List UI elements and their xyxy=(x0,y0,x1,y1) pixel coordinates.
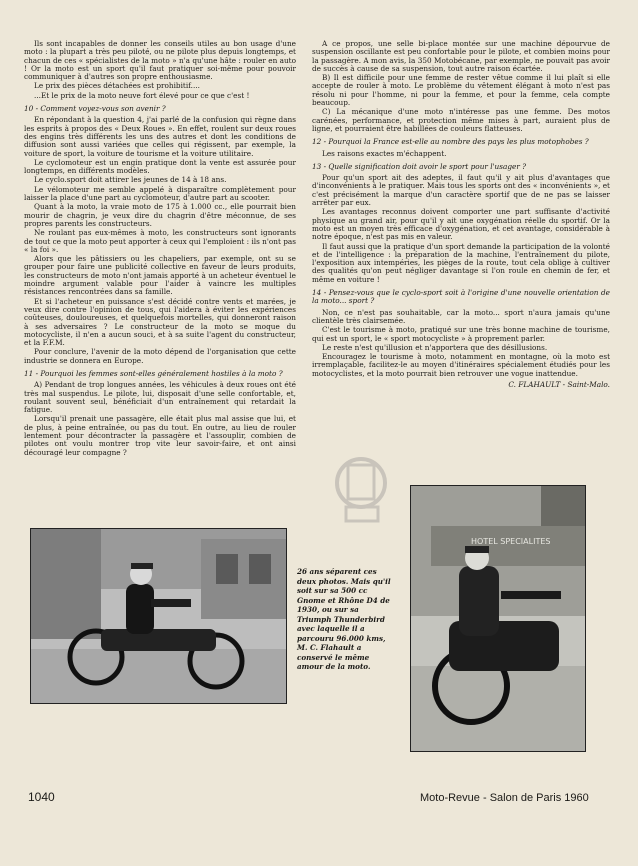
paragraph: Le cyclomoteur est un engin pratique dont la vente est assurée pour longtemps, en différents modèles. xyxy=(24,157,296,176)
question-heading: 14 - Pensez-vous que le cyclo-sport soit à l'origine d'une nouvelle orientation de la moto... sport ? xyxy=(312,288,610,306)
question-heading: 13 - Quelle signification doit avoir le sport pour l'usager ? xyxy=(312,161,527,171)
question-heading: 11 - Pourquoi les femmes sont-elles généralement hostiles à la moto ? xyxy=(24,368,283,378)
paragraph: A ce propos, une selle bi-place montée sur une machine dépourvue de suspension oscillante est peu confortable pour le pilote, et combien moins pour la passagère. A mon avis, la 350 Motobécane, par exemple, ne pouvait pas avoir de succès à cause de sa suspension, tout autre raison écartée. xyxy=(312,39,610,73)
right-text-column xyxy=(312,40,610,390)
paragraph: Ils sont incapables de donner les conseils utiles au bon usage d'une moto : la plupart a très peu piloté, ou ne pilote plus depuis longtemps, et chacun de ces « spécialistes de la moto » n'a qu'une hâte : rouler en auto ! Or la moto est un sport qu'il faut pratiquer soi-même pour pouvoir communiquer à d'autres son propre enthousiasme. xyxy=(24,39,296,82)
question-heading: 10 - Comment voyez-vous son avenir ? xyxy=(24,104,166,114)
author-signature: C. FLAHAULT - Saint-Malo. xyxy=(508,379,610,389)
paragraph: ...Et le prix de la moto neuve fort élevé pour ce que c'est ! xyxy=(34,90,250,100)
paragraph: Et si l'acheteur en puissance s'est décidé contre vents et marées, je veux dire contre l'opinion de tous, qui l'aidera à éviter les expériences coûteuses, douloureuses, et quelquefois mortelles, qui donneront raison à ses adversaires ? Le constructeur de la moto se moque du motocycliste, il n'en a aucun souci, et à sa suite l'agent du constructeur, et la F.F.M. xyxy=(24,296,296,348)
lgjp-watermark-logo xyxy=(330,455,392,525)
paragraph: C) La mécanique d'une moto n'intéresse pas une femme. Des motos carénées, performance, et protection même mises à part, auraient plus de ligne, et pourraient être habillées de couleurs flatteuses. xyxy=(312,107,610,133)
paragraph: C'est le tourisme à moto, pratiqué sur une très bonne machine de tourisme, qui est un sport, le « sport motocycliste » à proprement parler. xyxy=(312,325,610,343)
paragraph: Non, ce n'est pas souhaitable, car la moto... sport n'aura jamais qu'une clientèle très clairsemée. xyxy=(312,307,610,325)
left-text-column xyxy=(24,40,296,458)
paragraph: En répondant à la question 4, j'ai parlé de la confusion qui règne dans les esprits à propos des « Deux Roues ». En effet, roulent sur deux roues des engins très différents les uns des autres et dont les conditions de diffusion sont aussi variées que celles qui régissent, par exemple, la voiture de sport, la voiture de tourisme et la voiture utilitaire. xyxy=(24,115,296,158)
paragraph: A) Pendant de trop longues années, les véhicules à deux roues ont été très mal suspendus. Le pilote, lui, disposait d'une selle confortable, et, roulant souvent seul, bénéficiait d'un entraînement qui retardait la fatigue. xyxy=(24,380,296,415)
paragraph: Le reste n'est qu'illusion et n'apportera que des désillusions. xyxy=(322,342,548,352)
paragraph: Les avantages reconnus doivent comporter une part suffisante d'activité physique au grand air, pour qu'il y ait une oxygénation réelle du sportif. Or la moto est un moyen très efficace d'oxygénation, et cet avantage, considérable à notre époque, n'est pas mis en valeur. xyxy=(312,207,610,242)
paragraph: B) Il est difficile pour une femme de rester vêtue comme il lui plaît si elle accepte de rouler à moto. Le problème du vêtement élégant à moto n'est pas résolu ni pour l'homme, ni pour la femme, et pour la femme, cela compte beaucoup. xyxy=(312,73,610,108)
paragraph: Les raisons exactes m'échappent. xyxy=(322,148,447,158)
paragraph: Ne roulant pas eux-mêmes à moto, les constructeurs sont ignorants de tout ce que la moto peut apporter à ceux qui l'emploient : ils n'ont pas « la foi ». xyxy=(24,228,296,254)
paragraph: Quant à la moto, la vraie moto de 175 à 1.000 cc., elle pourrait bien mourir de chagrin, je veux dire du chagrin d'être méconnue, de ses propres parents les constructeurs. xyxy=(24,202,296,228)
paragraph: Alors que les pâtissiers ou les chapeliers, par exemple, ont su se grouper pour faire une publicité collective en faveur de leurs produits, les constructeurs de moto n'ont jamais apporté à un acheteur éventuel le moindre argument valable pour l'aider à vaincre les multiples résistances rencontrées dans sa famille. xyxy=(24,254,296,297)
paragraph: Le vélomoteur me semble appelé à disparaître complètement pour laisser la place d'une part au cyclomoteur, d'autre part au scooter. xyxy=(24,184,296,203)
paragraph: Pour qu'un sport ait des adeptes, il faut qu'il y ait plus d'avantages que d'inconvénients à le pratiquer. Mais tous les sports ont des « inconvénients », et c'est précisément la marque d'un caractère sportif que de ne pas se laisser arrêter par eux. xyxy=(312,173,610,208)
paragraph: Lorsqu'il prenait une passagère, elle était plus mal assise que lui, et de plus, à peine entraînée, ou pas du tout. En outre, au lieu de rouler lentement pour décontracter la passagère et l'assouplir, combien de pilotes ont voulu montrer trop vite leur savoir-faire, et ont ainsi découragé leur compagne ? xyxy=(24,414,296,457)
paragraph: Il faut aussi que la pratique d'un sport demande la participation de la volonté et de l'intelligence : la préparation de la machine, l'entraînement du pilote, l'exposition aux intempéries, les pièges de la route, tout cela oblige à cultiver des qualités qu'on peut négliger davantage si l'on roule en chemin de fer, et même en voiture ! xyxy=(312,241,610,284)
photo-sign-text: HOTEL SPECIALITES xyxy=(471,537,551,546)
photo-gnome-rhone-1930 xyxy=(30,528,287,704)
photo-triumph-thunderbird xyxy=(410,485,586,752)
paragraph: Pour conclure, l'avenir de la moto dépend de l'organisation que cette industrie se donnera en Europe. xyxy=(24,347,296,365)
page-number: 1040 xyxy=(28,790,55,804)
paragraph: Encouragez le tourisme à moto, notamment en montagne, où la moto est irremplaçable, facilitez-le au moyen d'itinéraires spécialement étudiés pour les motocyclistes, et la moto pourrait bien retrouver une vogue inattendue. xyxy=(312,352,610,378)
paragraph: Le cyclo.sport doit attirer les jeunes de 14 à 18 ans. xyxy=(34,175,227,185)
footer-publication-title: Moto-Revue - Salon de Paris 1960 xyxy=(420,792,589,804)
photo-caption: 26 ans séparent ces deux photos. Mais qu'il soit sur sa 500 cc Gnome et Rhône D4 de 1930, ou sur sa Triumph Thunderbird avec laquelle il a parcouru 96.000 kms, M. C. Flahault a conservé le même amour de la moto. xyxy=(297,567,391,671)
question-heading: 12 - Pourquoi la France est-elle au nombre des pays les plus motophobes ? xyxy=(312,137,589,147)
paragraph: Le prix des pièces détachées est prohibitif.... xyxy=(34,81,200,91)
